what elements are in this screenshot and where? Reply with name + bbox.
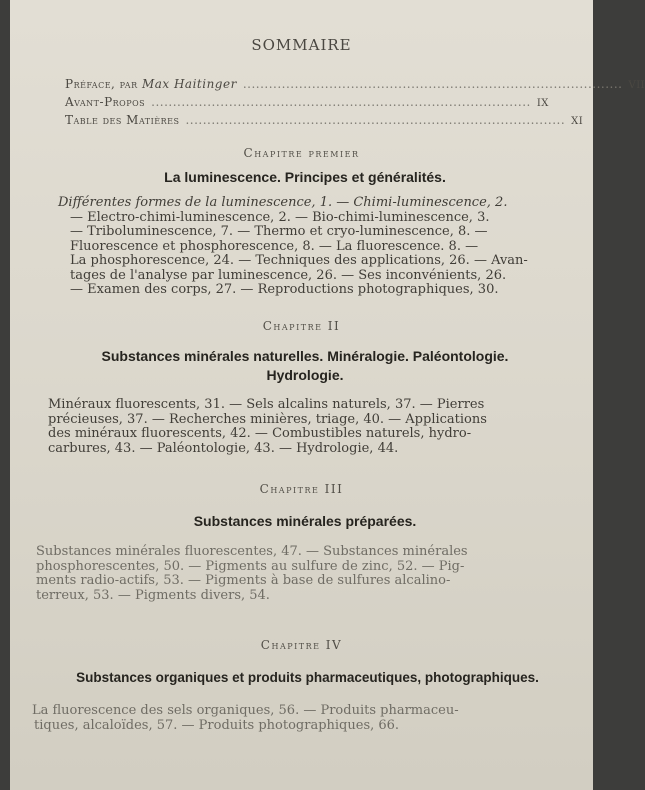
summary-line: — Electro-chimi-luminescence, 2. — Bio-chimi-luminescence, 3. bbox=[70, 209, 490, 225]
book-page bbox=[10, 0, 645, 790]
entry-label: Préface, par bbox=[65, 77, 142, 91]
page-title: SOMMAIRE bbox=[251, 36, 352, 54]
heading-line: Hydrologie. bbox=[266, 367, 344, 383]
summary-line: phosphorescentes, 50. — Pigments au sulfure de zinc, 52. — Pig- bbox=[36, 558, 465, 574]
summary-line: — Triboluminescence, 7. — Thermo et cryo-luminescence, 8. — bbox=[70, 224, 488, 239]
summary-line: précieuses, 37. — Recherches minières, triage, 40. — Applications bbox=[48, 411, 487, 427]
heading-line: Substances minérales préparées. bbox=[193, 513, 417, 529]
summary-line: La fluorescence des sels organiques, 56. — Produits pharmaceu- bbox=[32, 703, 459, 718]
summary-line: Fluorescence et phosphorescence, 8. — La fluorescence. 8. — bbox=[70, 238, 479, 254]
summary-line: Différentes formes de la luminescence, 1. — Chimi-luminescence, 2. bbox=[58, 195, 508, 210]
chapter-4-label: Chapitre IV bbox=[260, 638, 343, 652]
leader-dots: ........................................................................................ bbox=[242, 77, 623, 91]
summary-line: tages de l'analyse par luminescence, 26. — Ses inconvénients, 26. bbox=[70, 267, 507, 283]
summary-line: La phosphorescence, 24. — Techniques des applications, 26. — Avan- bbox=[70, 253, 528, 268]
toc-entry-preface bbox=[65, 77, 645, 91]
chapter-4-summary bbox=[32, 704, 572, 733]
toc-entry-avant-propos bbox=[65, 95, 549, 109]
chapter-2-heading bbox=[50, 347, 560, 385]
entry-page: VII bbox=[628, 80, 645, 91]
chapter-1-label: Chapitre premier bbox=[243, 146, 360, 160]
leader-dots: ........................................................................................ bbox=[151, 95, 531, 109]
chapter-3-summary bbox=[36, 545, 566, 603]
summary-line: ments radio-actifs, 53. — Pigments à base de sulfures alcalino- bbox=[36, 573, 451, 588]
chapter-2-label: Chapitre II bbox=[262, 319, 341, 333]
summary-line: tiques, alcaloïdes, 57. — Produits photographiques, 66. bbox=[34, 717, 400, 733]
chapter-1-heading bbox=[50, 168, 560, 187]
heading-line: La luminescence. Principes et généralités. bbox=[164, 169, 446, 185]
leader-dots: ........................................................................................ bbox=[185, 113, 566, 127]
summary-line: — Examen des corps, 27. — Reproductions photographiques, 30. bbox=[70, 282, 499, 297]
summary-line: carbures, 43. — Paléontologie, 43. — Hydrologie, 44. bbox=[48, 440, 399, 456]
toc-entry-table-des-matieres bbox=[65, 113, 584, 127]
summary-line: Minéraux fluorescents, 31. — Sels alcalins naturels, 37. — Pierres bbox=[48, 397, 485, 412]
chapter-3-label: Chapitre III bbox=[259, 482, 344, 496]
heading-line: Substances organiques et produits pharmaceutiques, photographiques. bbox=[76, 670, 539, 685]
entry-label: Avant-Propos bbox=[65, 95, 146, 109]
chapter-1-summary bbox=[58, 196, 568, 298]
chapter-4-heading bbox=[30, 668, 585, 687]
heading-line: Substances minérales naturelles. Minéralogie. Paléontologie. bbox=[101, 348, 509, 364]
summary-line: des minéraux fluorescents, 42. — Combustibles naturels, hydro- bbox=[48, 426, 472, 441]
entry-label: Table des Matières bbox=[65, 113, 180, 127]
entry-page: XI bbox=[571, 116, 584, 127]
summary-line: Substances minérales fluorescentes, 47. — Substances minérales bbox=[36, 544, 468, 559]
entry-author: Max Haitinger bbox=[141, 77, 237, 91]
entry-page: IX bbox=[536, 98, 549, 109]
chapter-3-heading bbox=[50, 512, 560, 531]
summary-line: terreux, 53. — Pigments divers, 54. bbox=[36, 587, 270, 603]
chapter-2-summary bbox=[48, 398, 568, 456]
